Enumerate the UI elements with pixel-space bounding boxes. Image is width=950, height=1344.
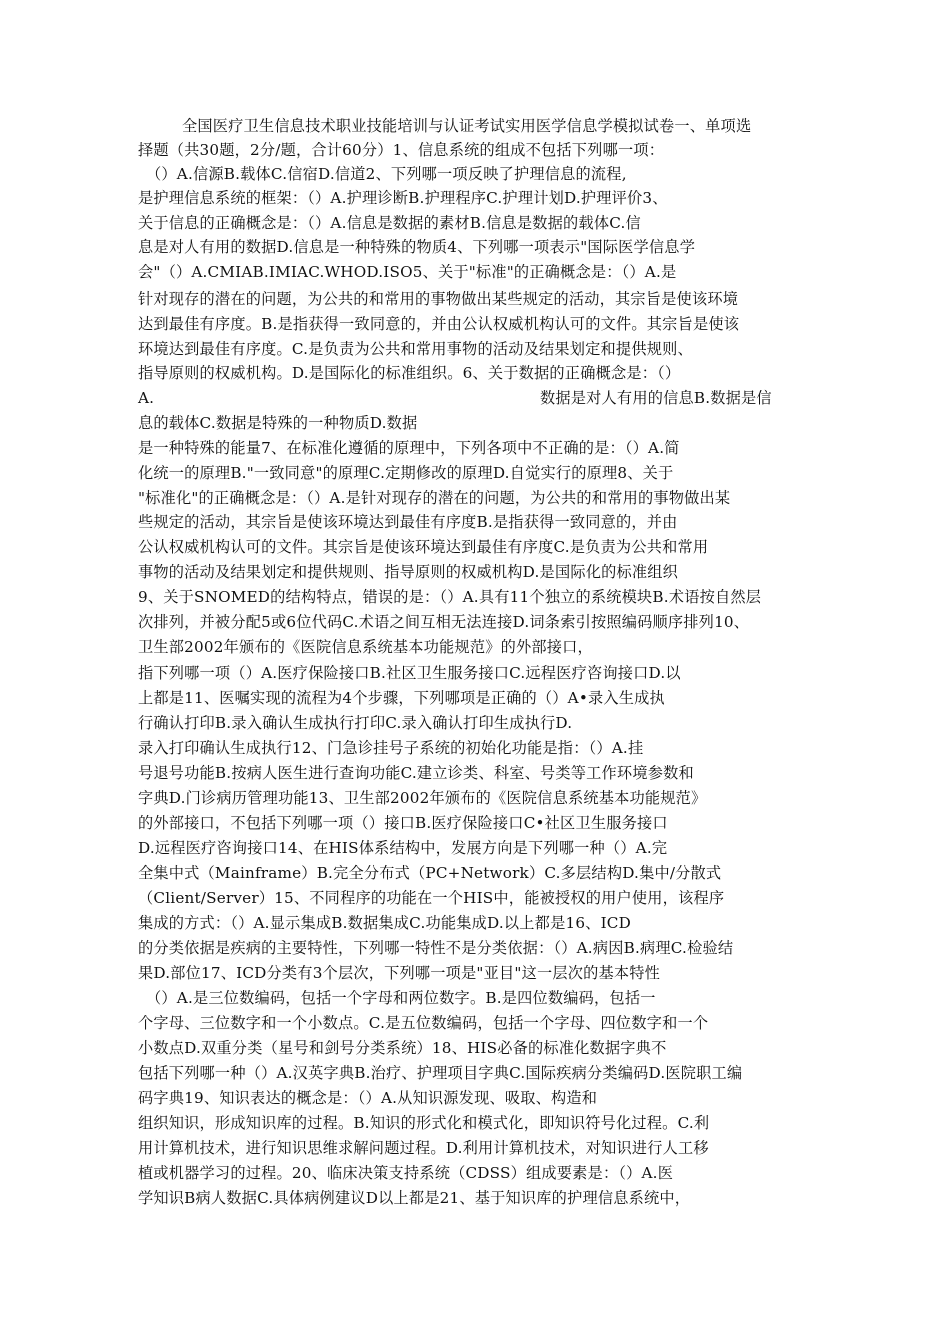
text-line: "标准化"的正确概念是：（）A.是针对现存的潜在的问题，为公共的和常用的事物做出某 <box>138 489 731 507</box>
text-line: 事物的活动及结果划定和提供规则、指导原则的权威机构D.是国际化的标准组织 <box>138 563 679 581</box>
text-line: 卫生部2002年颁布的《医院信息系统基本功能规范》的外部接口， <box>138 638 593 656</box>
text-line: 数据是对人有用的信息B.数据是信 <box>540 389 772 407</box>
text-line: 关于信息的正确概念是：（）A.信息是数据的素材B.信息是数据的载体C.信 <box>138 214 641 232</box>
text-line: 码字典19、知识表达的概念是：（）A.从知识源发现、吸取、构造和 <box>138 1089 598 1107</box>
text-line: 指导原则的权威机构。D.是国际化的标准组织。6、关于数据的正确概念是：（） <box>138 364 681 382</box>
text-line: 是护理信息系统的框架：（）A.护理诊断B.护理程序C.护理计划D.护理评价3、 <box>138 189 668 207</box>
text-line: 次排列，并被分配5或6位代码C.术语之间互相无法连接D.词条索引按照编码顺序排列10、 <box>138 613 750 631</box>
text-line: 录入打印确认生成执行12、门急诊挂号子系统的初始化功能是指：（）A.挂 <box>138 739 644 757</box>
text-line: 的分类依据是疾病的主要特性，下列哪一特性不是分类依据：（）A.病因B.病理C.检验结 <box>138 939 734 957</box>
text-line: 字典D.门诊病历管理功能13、卫生部2002年颁布的《医院信息系统基本功能规范》 <box>138 789 707 807</box>
text-line: 包括下列哪一种（）A.汉英字典B.治疗、护理项目字典C.国际疾病分类编码D.医院职工编 <box>138 1064 743 1082</box>
text-line: 集成的方式：（）A.显示集成B.数据集成C.功能集成D.以上都是16、ICD <box>138 914 631 932</box>
text-line: D.远程医疗咨询接口14、在HIS体系结构中，发展方向是下列哪一种（）A.完 <box>138 839 668 857</box>
text-line: 针对现存的潜在的问题，为公共的和常用的事物做出某些规定的活动，其宗旨是使该环境 <box>138 290 739 308</box>
text-line: 择题（共30题，2分/题，合计60分）1、信息系统的组成不包括下列哪一项： <box>138 141 665 159</box>
text-line: 上都是11、医嘱实现的流程为4个步骤，下列哪项是正确的（）A•录入生成执 <box>138 689 665 707</box>
text-line: 达到最佳有序度。B.是指获得一致同意的，并由公认权威机构认可的文件。其宗旨是使该 <box>138 315 740 333</box>
text-line: 全集中式（Mainframe）B.完全分布式（PC+Network）C.多层结构D.集中/分散式 <box>138 864 722 882</box>
text-line: 化统一的原理B."一致同意"的原理C.定期修改的原理D.自觉实行的原理8、关于 <box>138 464 674 482</box>
text-line: 公认权威机构认可的文件。其宗旨是使该环境达到最佳有序度C.是负责为公共和常用 <box>138 538 709 556</box>
text-line: 环境达到最佳有序度。C.是负责为公共和常用事物的活动及结果划定和提供规则、 <box>138 340 693 358</box>
text-line: 号退号功能B.按病人医生进行查询功能C.建立诊类、科室、号类等工作环境参数和 <box>138 764 694 782</box>
text-line: 学知识B病人数据C.具体病例建议D以上都是21、基于知识库的护理信息系统中， <box>138 1189 691 1207</box>
text-line: （Client/Server）15、不同程序的功能在一个HIS中，能被授权的用户使用，该程序 <box>138 889 725 907</box>
text-line: A. <box>138 389 155 407</box>
text-line: 行确认打印B.录入确认生成执行打印C.录入确认打印生成执行D. <box>138 714 573 732</box>
text-line: 指下列哪一项（）A.医疗保险接口B.社区卫生服务接口C.远程医疗咨询接口D.以 <box>138 664 681 682</box>
text-line: 小数点D.双重分类（星号和剑号分类系统）18、HIS必备的标准化数据字典不 <box>138 1039 667 1057</box>
text-line: 个字母、三位数字和一个小数点。C.是五位数编码，包括一个字母、四位数字和一个 <box>138 1014 709 1032</box>
text-line: 果D.部位17、ICD分类有3个层次，下列哪一项是"亚目"这一层次的基本特性 <box>138 964 661 982</box>
text-line: 9、关于SNOMED的结构特点，错误的是：（）A.具有11个独立的系统模块B.术语按自然层 <box>138 588 762 606</box>
text-line: （）A.信源B.载体C.信宿D.信道2、下列哪一项反映了护理信息的流程, <box>146 165 627 183</box>
text-line: 的外部接口，不包括下列哪一项（）接口B.医疗保险接口C•社区卫生服务接口 <box>138 814 668 832</box>
text-line: 植或机器学习的过程。20、临床决策支持系统（CDSS）组成要素是：（）A.医 <box>138 1164 674 1182</box>
text-line: 息是对人有用的数据D.信息是一种特殊的物质4、下列哪一项表示"国际医学信息学 <box>138 238 696 256</box>
text-line: 组织知识，形成知识库的过程。B.知识的形式化和模式化，即知识符号化过程。C.利 <box>138 1114 710 1132</box>
text-line: 息的载体C.数据是特殊的一种物质D.数据 <box>138 414 418 432</box>
text-line: 是一种特殊的能量7、在标准化遵循的原理中，下列各项中不正确的是：（）A.简 <box>138 439 680 457</box>
text-line: （）A.是三位数编码，包括一个字母和两位数字。B.是四位数编码，包括一 <box>146 989 656 1007</box>
text-line: 用计算机技术，进行知识思维求解问题过程。D.利用计算机技术，对知识进行人工移 <box>138 1139 709 1157</box>
text-line: 会"（）A.CMIAB.IMIAC.WHOD.ISO5、关于"标准"的正确概念是：（）A.是 <box>138 263 677 281</box>
text-line: 全国医疗卫生信息技术职业技能培训与认证考试实用医学信息学模拟试卷一、单项选 <box>182 117 752 135</box>
text-line: 些规定的活动，其宗旨是使该环境达到最佳有序度B.是指获得一致同意的，并由 <box>138 513 678 531</box>
